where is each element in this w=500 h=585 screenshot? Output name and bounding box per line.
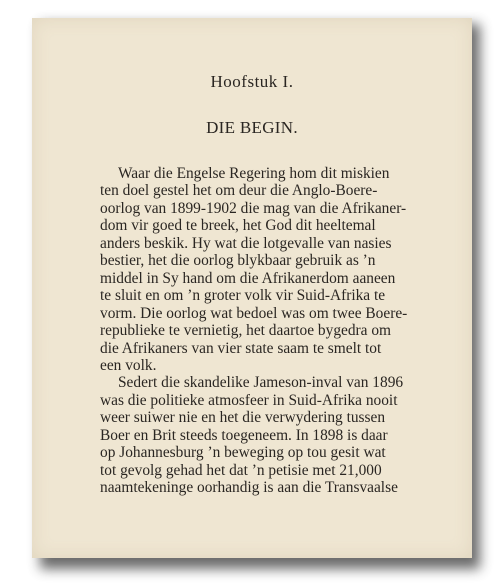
text-line: Waar die Engelse Regering hom dit miskien bbox=[118, 165, 390, 182]
book-page bbox=[32, 18, 472, 558]
text-line: vorm. Die oorlog wat bedoel was om twee Boere- bbox=[100, 304, 408, 322]
text-line: dom vir goed te breek, het God dit heeltemal bbox=[100, 217, 376, 235]
text-line: anders beskik. Hy wat die lotgevalle van nasies bbox=[100, 234, 392, 252]
text-line: bestier, het die oorlog blykbaar gebruik as ’n bbox=[100, 252, 376, 270]
text-line: naamtekeninge oorhandig is aan die Transvaalse bbox=[100, 479, 398, 497]
text-line: weer suiwer nie en het die verwydering tussen bbox=[100, 409, 386, 427]
text-line: te sluit en om ’n groter volk vir Suid-Afrika te bbox=[100, 287, 386, 305]
text-line: ten doel gestel het om deur die Anglo-Boere- bbox=[100, 182, 378, 200]
text-line: die Afrikaners van vier state saam te smelt tot bbox=[100, 339, 382, 357]
body-text bbox=[82, 165, 452, 497]
text-line: middel in Sy hand om die Afrikanerdom aaneen bbox=[100, 269, 396, 287]
text-line: een volk. bbox=[100, 356, 157, 374]
text-line: tot gevolg gehad het dat ’n petisie met 21,000 bbox=[100, 461, 382, 479]
chapter-heading: Hoofstuk I. bbox=[210, 72, 294, 91]
text-line: was die politieke atmosfeer in Suid-Afrika nooit bbox=[100, 391, 398, 409]
text-line: Sedert die skandelike Jameson-inval van 1896 bbox=[118, 374, 404, 392]
text-line: oorlog van 1899-1902 die mag van die Afrikaner- bbox=[100, 199, 407, 217]
text-line: op Johannesburg ’n beweging op tou gesit wat bbox=[100, 444, 386, 462]
text-line: republieke te vernietig, het daartoe bygedra om bbox=[100, 322, 392, 340]
paragraph-1 bbox=[82, 165, 452, 374]
text-line: Boer en Brit steeds toegeneem. In 1898 is daar bbox=[100, 426, 388, 444]
paragraph-2 bbox=[82, 374, 452, 496]
chapter-title: DIE BEGIN. bbox=[206, 118, 298, 137]
